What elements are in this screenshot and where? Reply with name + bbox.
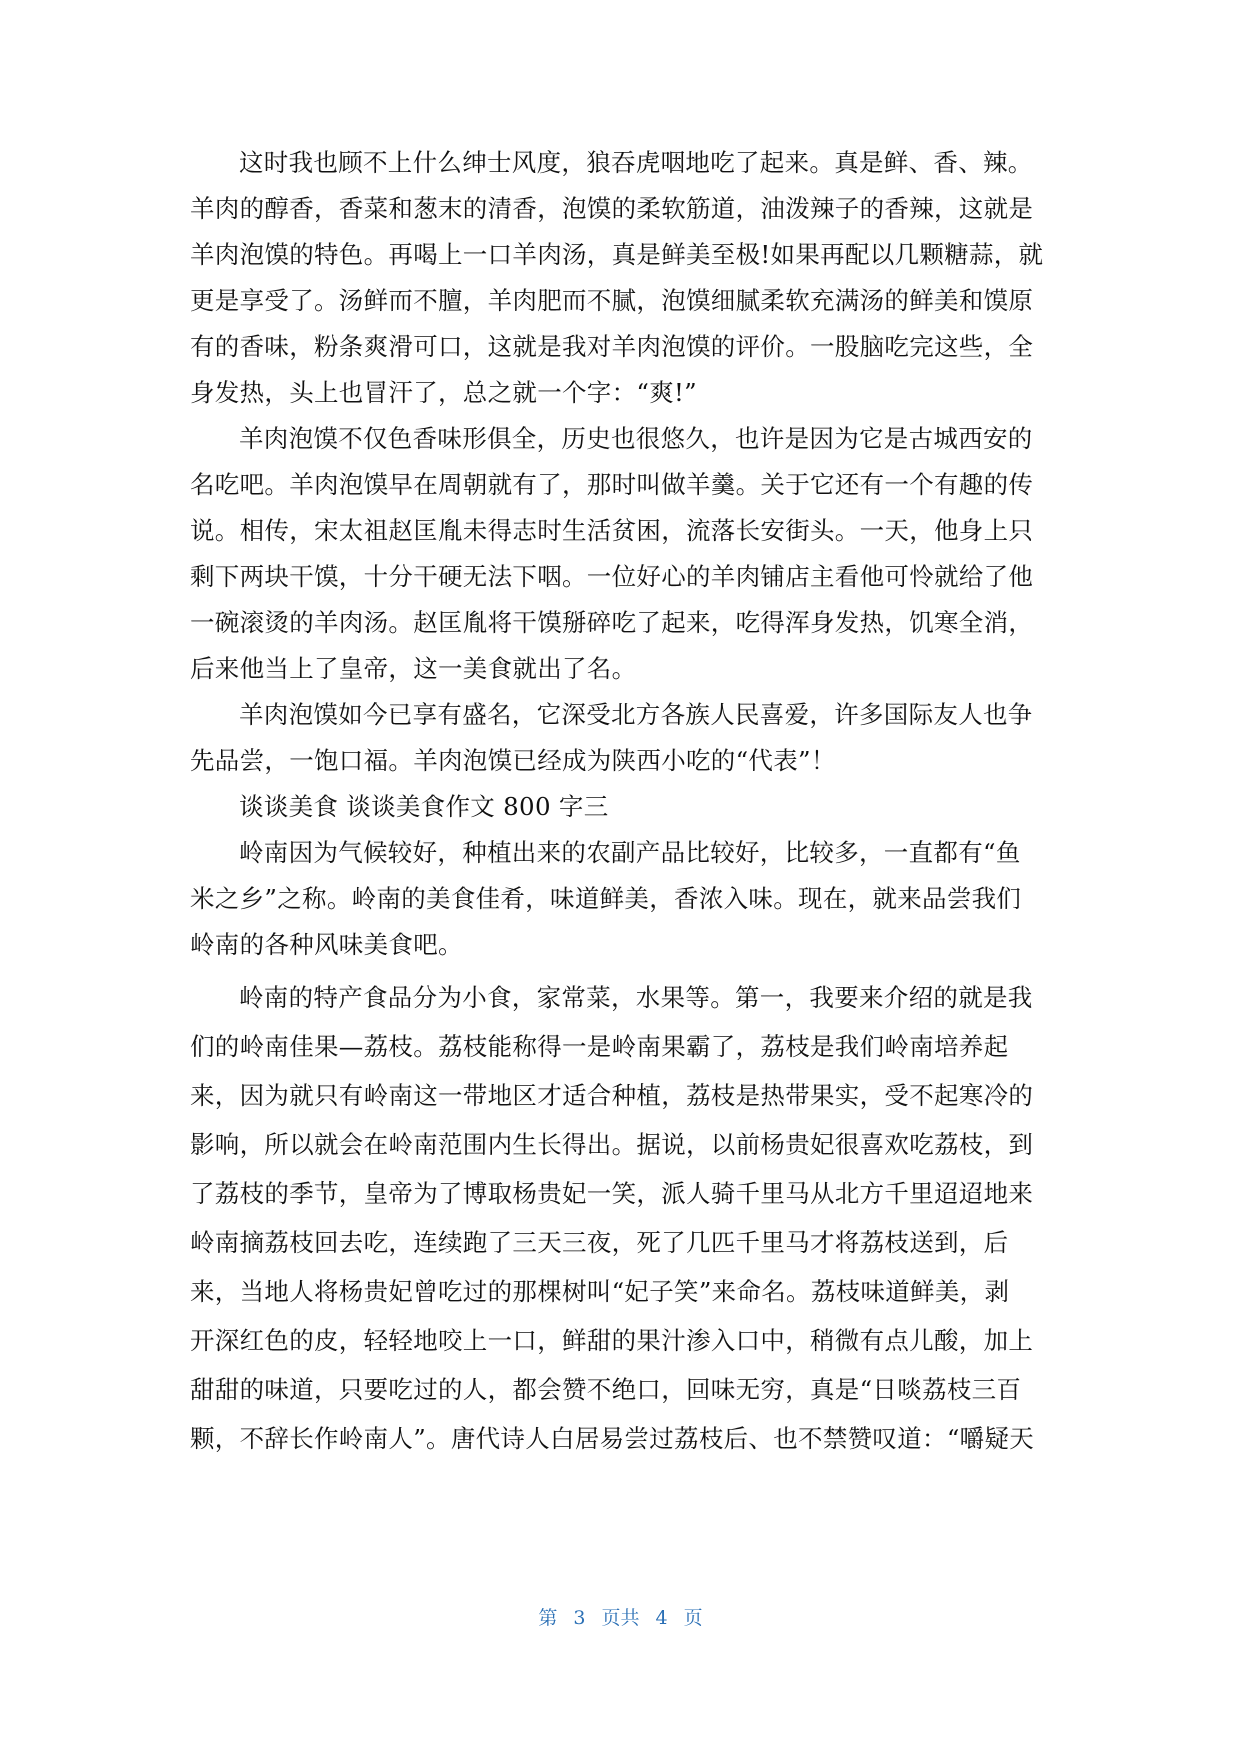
paragraph-line: 羊肉泡馍如今已享有盛名，它深受北方各族人民喜爱，许多国际友人也争 xyxy=(239,700,1033,729)
page-footer xyxy=(0,1605,1241,1631)
page-label-middle: 页共 xyxy=(601,1607,640,1629)
paragraph-line: 有的香味，粉条爽滑可口，这就是我对羊肉泡馍的评价。一股脑吃完这些，全 xyxy=(190,332,1034,361)
paragraph-line: 这时我也顾不上什么绅士风度，狼吞虎咽地吃了起来。真是鲜、香、辣。 xyxy=(239,148,1033,177)
paragraph-line: 了荔枝的季节，皇帝为了博取杨贵妃一笑，派人骑千里马从北方千里迢迢地来 xyxy=(190,1179,1034,1208)
paragraph-line: 羊肉泡馍不仅色香味形俱全，历史也很悠久，也许是因为它是古城西安的 xyxy=(239,424,1033,453)
paragraph-line: 岭南摘荔枝回去吃，连续跑了三天三夜，死了几匹千里马才将荔枝送到，后 xyxy=(190,1228,1009,1257)
paragraph-line: 身发热，头上也冒汗了，总之就一个字：“爽!” xyxy=(190,378,697,407)
paragraph-line: 影响，所以就会在岭南范围内生长得出。据说，以前杨贵妃很喜欢吃荔枝，到 xyxy=(190,1130,1034,1159)
paragraph-line: 先品尝，一饱口福。羊肉泡馍已经成为陕西小吃的“代表”！ xyxy=(190,746,836,775)
paragraph-line: 后来他当上了皇帝，这一美食就出了名。 xyxy=(190,654,637,683)
paragraph-line: 名吃吧。羊肉泡馍早在周朝就有了，那时叫做羊羹。关于它还有一个有趣的传 xyxy=(190,470,1034,499)
total-pages-number: 4 xyxy=(655,1607,668,1629)
paragraph-line: 羊肉的醇香，香菜和葱末的清香，泡馍的柔软筋道，油泼辣子的香辣，这就是 xyxy=(190,194,1034,223)
paragraph-line: 来，因为就只有岭南这一带地区才适合种植，荔枝是热带果实，受不起寒冷的 xyxy=(190,1081,1034,1110)
paragraph-line: 说。相传，宋太祖赵匡胤未得志时生活贫困，流落长安街头。一天，他身上只 xyxy=(190,516,1034,545)
paragraph-line: 颗，不辞长作岭南人”。唐代诗人白居易尝过荔枝后、也不禁赞叹道：“嚼疑天 xyxy=(190,1424,1035,1453)
paragraph-line: 岭南因为气候较好，种植出来的农副产品比较好，比较多，一直都有“鱼 xyxy=(239,838,1021,867)
current-page-number: 3 xyxy=(573,1607,586,1629)
paragraph-line: 们的岭南佳果—荔枝。荔枝能称得一是岭南果霸了，荔枝是我们岭南培养起 xyxy=(190,1032,1009,1061)
paragraph-line: 岭南的各种风味美食吧。 xyxy=(190,930,463,959)
paragraph-line: 羊肉泡馍的特色。再喝上一口羊肉汤，真是鲜美至极!如果再配以几颗糖蒜，就 xyxy=(190,240,1044,269)
page-label-suffix: 页 xyxy=(683,1607,703,1629)
paragraph-line: 剩下两块干馍，十分干硬无法下咽。一位好心的羊肉铺店主看他可怜就给了他 xyxy=(190,562,1034,591)
paragraph-line: 米之乡”之称。岭南的美食佳肴，味道鲜美，香浓入味。现在，就来品尝我们 xyxy=(190,884,1022,913)
paragraph-line: 甜甜的味道，只要吃过的人，都会赞不绝口，回味无穷，真是“日啖荔枝三百 xyxy=(190,1375,1022,1404)
page-label-prefix: 第 xyxy=(538,1607,558,1629)
paragraph-line: 更是享受了。汤鲜而不膻，羊肉肥而不腻，泡馍细腻柔软充满汤的鲜美和馍原 xyxy=(190,286,1034,315)
paragraph-line: 岭南的特产食品分为小食，家常菜，水果等。第一，我要来介绍的就是我 xyxy=(239,983,1033,1012)
paragraph-line: 开深红色的皮，轻轻地咬上一口，鲜甜的果汁渗入口中，稍微有点儿酸，加上 xyxy=(190,1326,1034,1355)
paragraph-line: 来，当地人将杨贵妃曾吃过的那棵树叫“妃子笑”来命名。荔枝味道鲜美，剥 xyxy=(190,1277,1010,1306)
paragraph-line: 一碗滚烫的羊肉汤。赵匡胤将干馍掰碎吃了起来，吃得浑身发热，饥寒全消， xyxy=(190,608,1034,637)
section-heading: 谈谈美食 谈谈美食作文 800 字三 xyxy=(239,792,609,821)
